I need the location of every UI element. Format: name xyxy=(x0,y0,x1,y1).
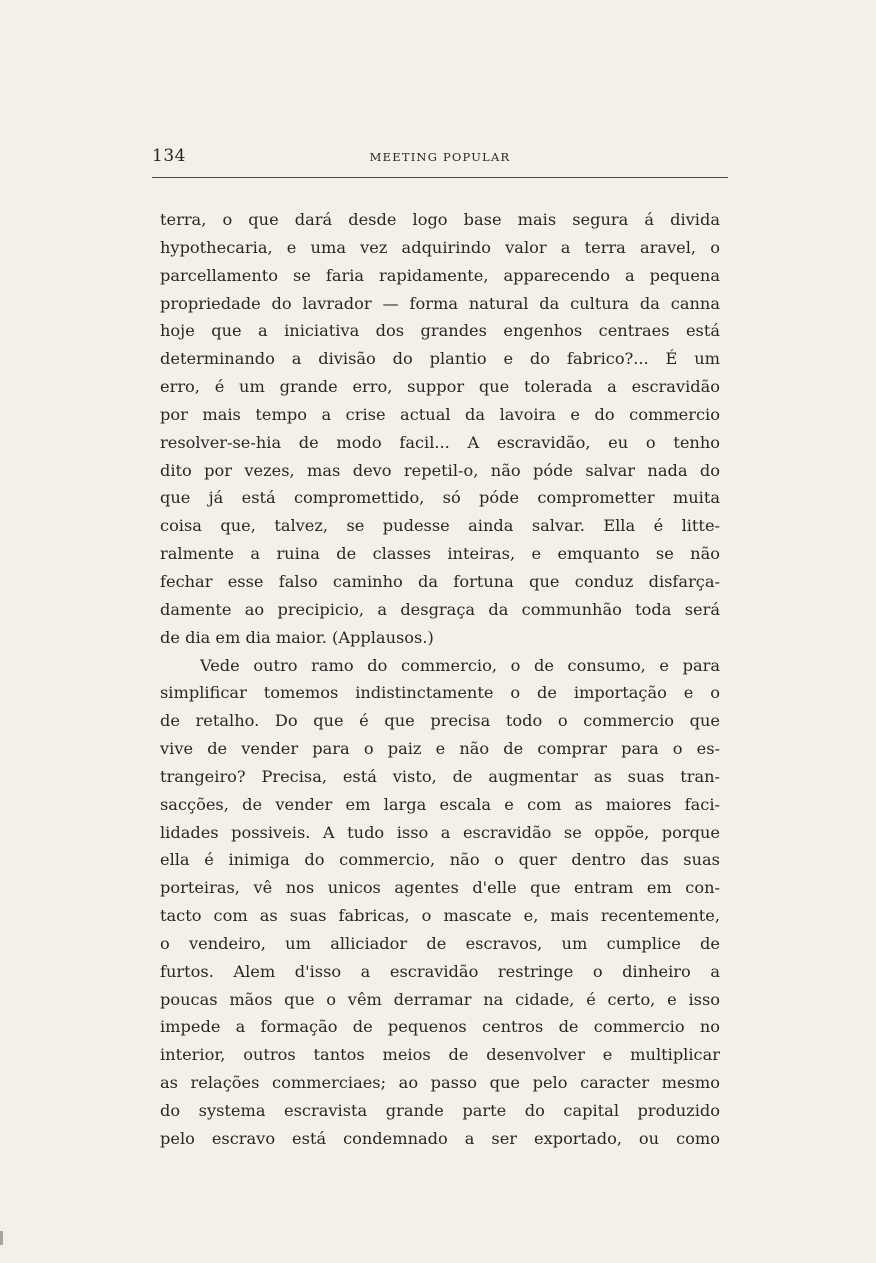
page-number: 134 xyxy=(152,146,186,166)
text-line: poucas mãos que o vêm derramar na cidade, é certo, e isso xyxy=(160,989,720,1009)
text-line: damente ao precipicio, a desgraça da communhão toda será xyxy=(160,599,720,619)
text-line: erro, é um grande erro, suppor que tolerada a escravidão xyxy=(160,377,720,397)
text-line: vive de vender para o paiz e não de comprar para o es- xyxy=(160,739,720,759)
text-line: ralmente a ruina de classes inteiras, e emquanto se não xyxy=(160,544,720,564)
running-head: MEETING POPULAR xyxy=(369,150,511,164)
text-line: coisa que, talvez, se pudesse ainda salvar. Ella é litte- xyxy=(160,516,720,536)
text-line: trangeiro? Precisa, está visto, de augmentar as suas tran- xyxy=(160,766,720,786)
text-line: que já está compromettido, só póde comprometter muita xyxy=(160,488,720,508)
text-line: sacções, de vender em larga escala e com as maiores faci- xyxy=(160,794,720,814)
text-line: fechar esse falso caminho da fortuna que conduz disfarça- xyxy=(160,571,720,591)
page-header xyxy=(152,146,728,170)
text-line: de dia em dia maior. (Applausos.) xyxy=(160,627,434,647)
text-line: parcellamento se faria rapidamente, apparecendo a pequena xyxy=(160,265,720,285)
text-line: de retalho. Do que é que precisa todo o commercio que xyxy=(160,711,720,731)
text-line: lidades possiveis. A tudo isso a escravidão se oppõe, porque xyxy=(160,822,720,842)
text-line: as relações commerciaes; ao passo que pelo caracter mesmo xyxy=(160,1073,720,1093)
header-rule xyxy=(152,177,728,178)
text-line: resolver-se-hia de modo facil... A escravidão, eu o tenho xyxy=(160,432,720,452)
body-text xyxy=(160,206,720,1153)
text-line: do systema escravista grande parte do capital produzido xyxy=(160,1101,720,1120)
text-line: Vede outro ramo do commercio, o de consumo, e para xyxy=(200,655,720,675)
text-line: por mais tempo a crise actual da lavoira e do commercio xyxy=(160,404,720,424)
text-line: hypothecaria, e uma vez adquirindo valor a terra aravel, o xyxy=(160,237,720,257)
text-line: ella é inimiga do commercio, não o quer dentro das suas xyxy=(160,850,720,870)
text-line: propriedade do lavrador — forma natural da cultura da canna xyxy=(160,293,720,313)
scan-edge-mark xyxy=(0,1231,3,1245)
text-line: o vendeiro, um alliciador de escravos, um cumplice de xyxy=(160,933,720,953)
text-line: pelo escravo está condemnado a ser exportado, ou como xyxy=(160,1128,720,1148)
text-line: dito por vezes, mas devo repetil-o, não póde salvar nada do xyxy=(160,460,720,480)
text-line: impede a formação de pequenos centros de commercio no xyxy=(160,1017,720,1037)
text-line: simplificar tomemos indistinctamente o de importação e o xyxy=(160,683,720,703)
text-line: hoje que a iniciativa dos grandes engenhos centraes está xyxy=(160,321,720,341)
text-line: interior, outros tantos meios de desenvolver e multiplicar xyxy=(160,1045,720,1065)
text-line: terra, o que dará desde logo base mais segura á divida xyxy=(160,210,720,229)
text-line: determinando a divisão do plantio e do fabrico?... É um xyxy=(160,349,720,369)
text-line: tacto com as suas fabricas, o mascate e, mais recentemente, xyxy=(160,906,720,926)
text-line: furtos. Alem d'isso a escravidão restringe o dinheiro a xyxy=(160,961,720,981)
text-line: porteiras, vê nos unicos agentes d'elle que entram em con- xyxy=(160,878,720,898)
